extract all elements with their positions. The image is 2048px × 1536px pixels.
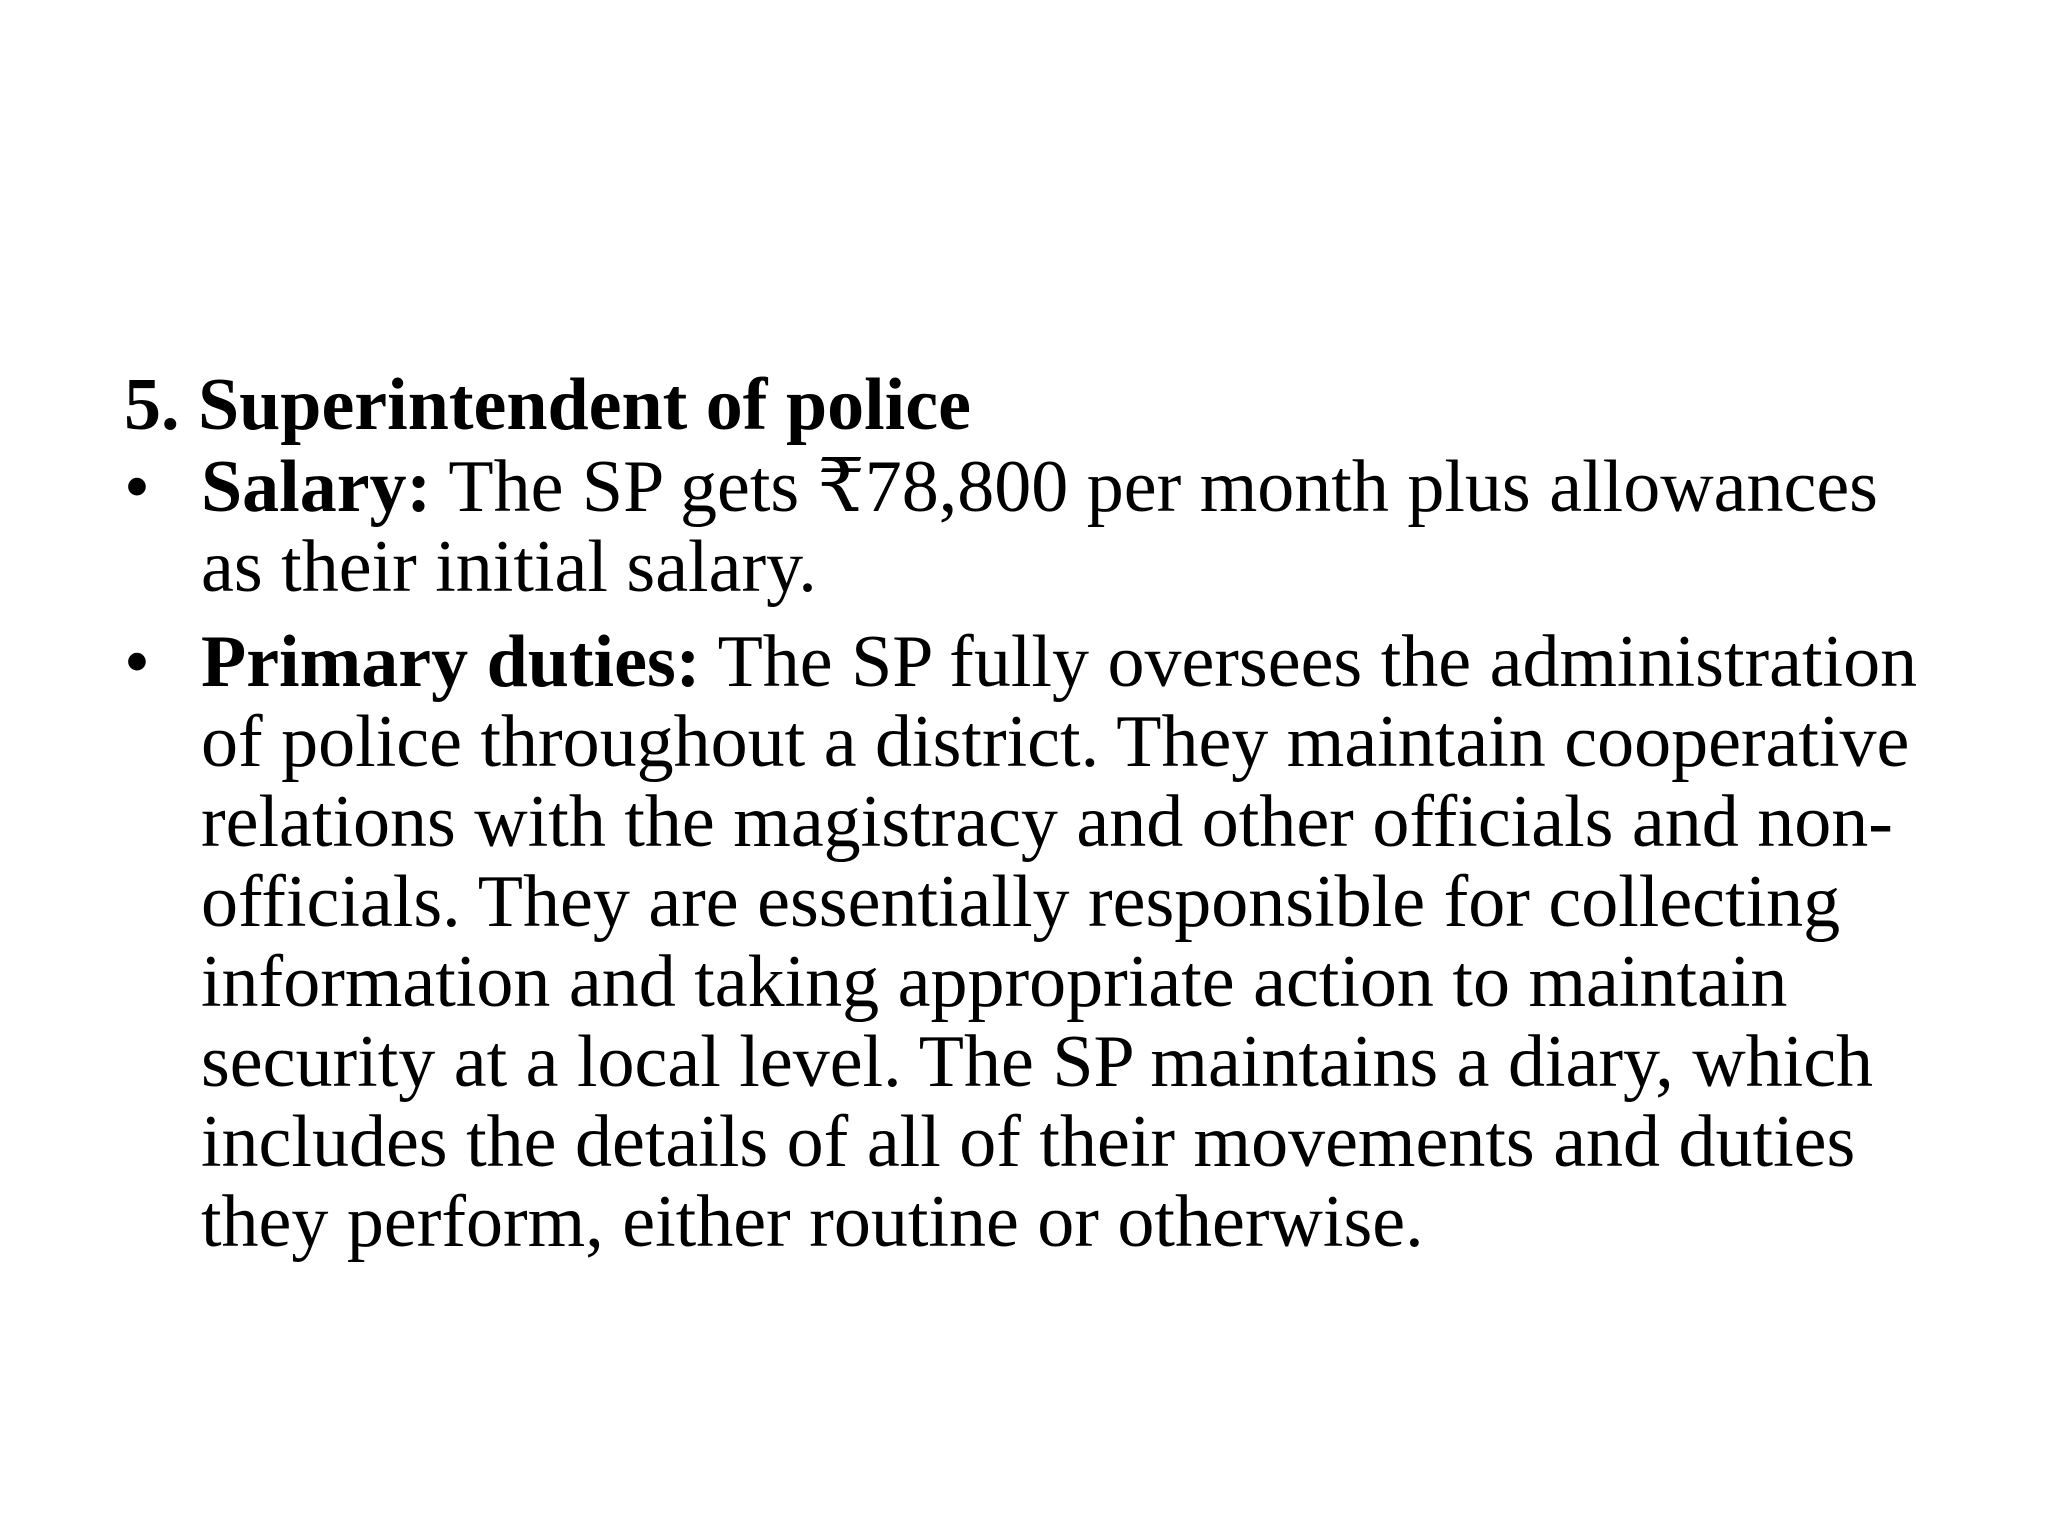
bullet-text: The SP fully oversees the administration of police throughout a district. They maintain cooperative relations with the magistracy and other officials and non-officials. They are essentially responsible for collecting information and taking appropriate action to maintain security at a local level. The SP maintains a diary, which includes the details of all of their movements and duties they perform, either routine or otherwise.	[201, 621, 1918, 1263]
bullet-item-salary	[124, 447, 1954, 607]
bullet-list	[124, 447, 1954, 1262]
bullet-term: Primary duties:	[201, 621, 701, 703]
section-heading: 5. Superintendent of police	[124, 364, 971, 446]
bullet-text: The SP gets ₹78,800 per month plus allowances as their initial salary.	[201, 446, 1878, 608]
bullet-item-primary-duties	[124, 622, 1954, 1262]
bullet-term: Salary:	[201, 446, 432, 528]
bullet-icon: •	[124, 446, 150, 528]
bullet-icon: •	[124, 621, 150, 703]
slide-content	[124, 365, 1954, 1277]
